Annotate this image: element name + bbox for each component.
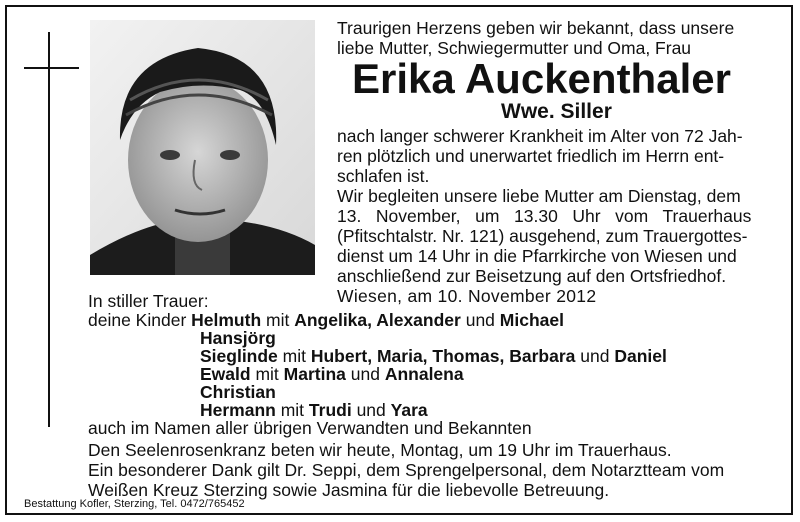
closing-line: Weißen Kreuz Sterzing sowie Jasmina für die liebevolle Betreuung. <box>88 480 610 500</box>
intro-line: Traurigen Herzens geben wir bekannt, dass unsere <box>337 18 735 38</box>
body-line: anschließend zur Beisetzung auf den Ortsfriedhof. <box>337 266 727 286</box>
family-child: Christian <box>200 382 276 402</box>
family-relatives: Daniel <box>614 346 667 366</box>
body-line: Wir begleiten unsere liebe Mutter am Dienstag, dem <box>337 186 741 206</box>
mourners-intro: In stiller Trauer: <box>88 291 209 311</box>
family-line <box>200 328 276 348</box>
family-relatives: Martina <box>283 364 346 384</box>
family-child: Helmuth <box>191 310 262 330</box>
family-relatives: Annalena <box>384 364 464 384</box>
family-relatives: Hubert, Maria, Thomas, Barbara <box>310 346 576 366</box>
body-line: 13. November, um 13.30 Uhr vom Trauerhaus <box>337 206 752 226</box>
family-child: Hermann <box>200 400 276 420</box>
closing-line: Ein besonderer Dank gilt Dr. Seppi, dem Sprengelpersonal, dem Notarztteam vom <box>88 460 725 480</box>
family-line: Ewald mit Martina und Annalena <box>200 364 464 384</box>
body-line: nach langer schwerer Krankheit im Alter von 72 Jah- <box>337 126 743 146</box>
deceased-name: Erika Auckenthaler <box>352 55 731 102</box>
family-relatives: Trudi <box>308 400 352 420</box>
family-line: deine Kinder Helmuth mit Angelika, Alexander und Michael <box>88 310 564 330</box>
family-child: Sieglinde <box>200 346 278 366</box>
family-child: Hansjörg <box>200 328 276 348</box>
body-line: ren plötzlich und unerwartet friedlich im Herrn ent- <box>337 146 725 166</box>
funeral-home-footer: Bestattung Kofler, Sterzing, Tel. 0472/765452 <box>24 498 245 510</box>
closing-line: Den Seelenrosenkranz beten wir heute, Montag, um 19 Uhr im Trauerhaus. <box>88 440 672 460</box>
closing-line: auch im Namen aller übrigen Verwandten und Bekannten <box>88 418 532 438</box>
family-relatives: Yara <box>390 400 428 420</box>
family-line: Hermann mit Trudi und Yara <box>200 400 428 420</box>
intro-line: liebe Mutter, Schwiegermutter und Oma, Frau <box>337 38 692 58</box>
place-date: Wiesen, am 10. November 2012 <box>337 286 597 306</box>
body-line: (Pfitschtalstr. Nr. 121) ausgehend, zum Trauergottes- <box>337 226 748 246</box>
family-child: Ewald <box>200 364 251 384</box>
family-line <box>200 382 276 402</box>
deceased-name-suffix: Wwe. Siller <box>501 100 612 123</box>
portrait-photo <box>90 20 315 275</box>
body-line: schlafen ist. <box>337 166 430 186</box>
kids-prefix: deine Kinder <box>88 310 192 330</box>
family-relatives: Angelika, Alexander <box>294 310 461 330</box>
family-line: Sieglinde mit Hubert, Maria, Thomas, Barbara und Daniel <box>200 346 667 366</box>
family-relatives: Michael <box>499 310 564 330</box>
body-line: dienst um 14 Uhr in die Pfarrkirche von Wiesen und <box>337 246 737 266</box>
